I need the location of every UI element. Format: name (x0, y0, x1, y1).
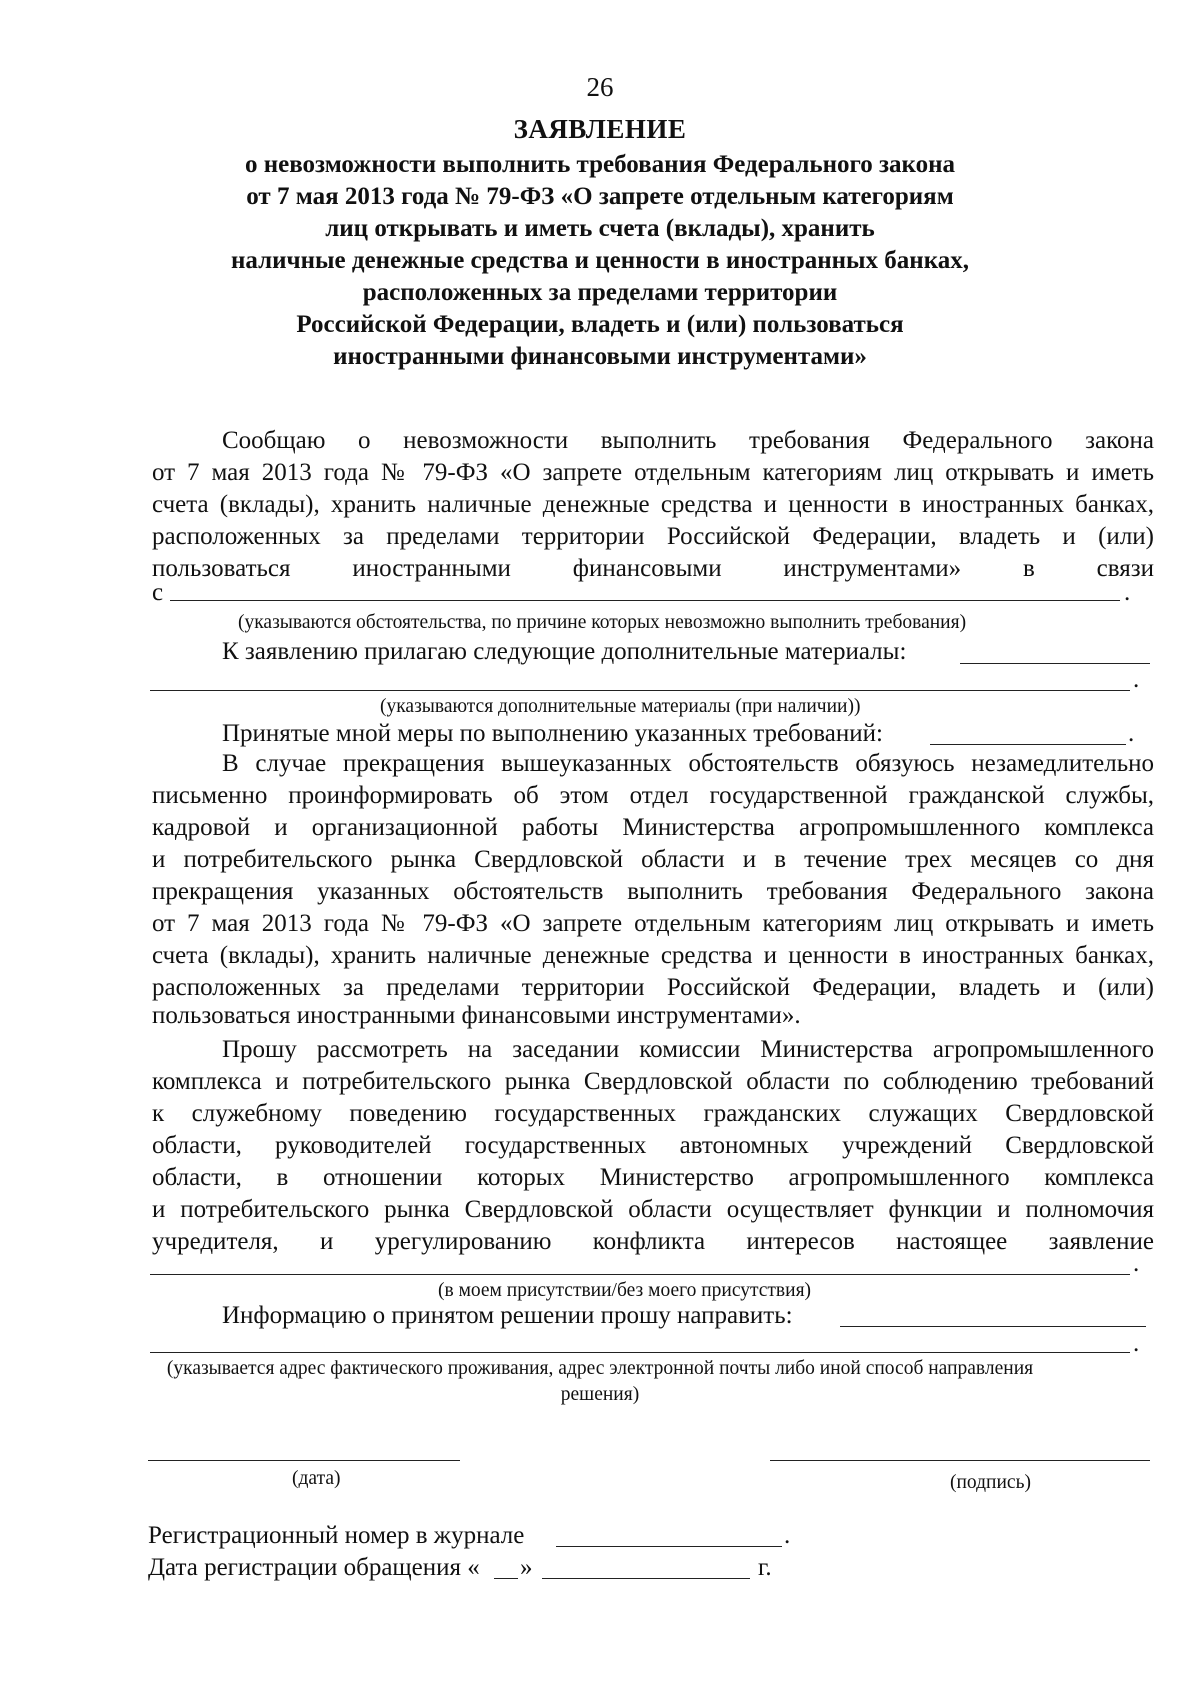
reg-date-label: Дата регистрации обращения « (148, 1554, 480, 1581)
page-number: 26 (586, 72, 614, 102)
period: . (1133, 1250, 1140, 1277)
period: . (784, 1522, 791, 1549)
subtitle-line: расположенных за пределами территории (362, 279, 838, 306)
para3-line: к служебному поведению государственных гражданских служащих Свердловской (152, 1100, 1154, 1127)
period: . (1133, 1330, 1140, 1357)
subtitle-line: иностранными финансовыми инструментами» (333, 343, 867, 370)
para2-line: письменно проинформировать об этом отдел государственной гражданской службы, (152, 782, 1154, 809)
para1-line: расположенных за пределами территории Российской Федерации, владеть и (или) (152, 523, 1154, 550)
subtitle-line: от 7 мая 2013 года № 79-ФЗ «О запрете отдельным категориям (246, 183, 954, 210)
blank-reg-number (556, 1522, 782, 1547)
para2-line: от 7 мая 2013 года № 79-ФЗ «О запрете отдельным категориям лиц открывать и иметь (152, 910, 1154, 937)
para3-line: Прошу рассмотреть на заседании комиссии Министерства агропромышленного (222, 1036, 1154, 1063)
reg-date-quote: » (520, 1554, 533, 1581)
para1-line: счета (вклады), хранить наличные денежные средства и ценности в иностранных банках, (152, 491, 1154, 518)
reg-number-label: Регистрационный номер в журнале (148, 1522, 525, 1549)
blank-date (148, 1460, 460, 1461)
blank-signature (770, 1460, 1150, 1461)
blank-measures (930, 720, 1126, 745)
para2-line: В случае прекращения вышеуказанных обстоятельств обязуюсь незамедлительно (222, 750, 1154, 777)
para1-line: пользоваться иностранными финансовыми инструментами» в связи (152, 555, 1154, 582)
period: . (1133, 666, 1140, 693)
subtitle-line: наличные денежные средства и ценности в иностранных банках, (230, 247, 969, 274)
para1-line: Сообщаю о невозможности выполнить требования Федерального закона (222, 427, 1154, 454)
blank-presence (150, 1254, 1130, 1275)
label-date: (дата) (292, 1468, 341, 1489)
para3-line: области, в отношении которых Министерство агропромышленного комплекса (152, 1164, 1154, 1191)
para2-line: прекращения указанных обстоятельств выполнить требования Федерального закона (152, 878, 1154, 905)
note-materials: (указываются дополнительные материалы (при наличии)) (380, 696, 861, 717)
subtitle-line: лиц открывать и иметь счета (вклады), хранить (325, 215, 875, 242)
note-address: решения) (560, 1384, 640, 1405)
para2-line: кадровой и организационной работы Министерства агропромышленного комплекса (152, 814, 1154, 841)
para2-line: и потребительского рынка Свердловской области и в течение трех месяцев со дня (152, 846, 1154, 873)
blank-info (840, 1304, 1146, 1327)
subtitle-line: Российской Федерации, владеть и (или) пользоваться (296, 311, 904, 338)
subtitle-line: о невозможности выполнить требования Федерального закона (244, 151, 956, 178)
blank-attach (960, 638, 1150, 664)
para3-line: и потребительского рынка Свердловской области осуществляет функции и полномочия (152, 1196, 1154, 1223)
blank-info-2 (150, 1332, 1130, 1353)
measures-line: Принятые мной меры по выполнению указанных требований: (222, 720, 883, 747)
para2-line: пользоваться иностранными финансовыми инструментами». (152, 1002, 801, 1029)
blank-circumstances (170, 580, 1120, 601)
para3-line: комплекса и потребительского рынка Свердловской области по соблюдению требований (152, 1068, 1154, 1095)
blank-attach-2 (150, 668, 1130, 691)
note-circumstances: (указываются обстоятельства, по причине которых невозможно выполнить требования) (238, 612, 967, 633)
info-line: Информацию о принятом решении прошу направить: (222, 1302, 793, 1329)
label-signature: (подпись) (950, 1472, 1031, 1493)
period: . (1124, 579, 1131, 606)
para2-line: расположенных за пределами территории Российской Федерации, владеть и (или) (152, 974, 1154, 1001)
period: . (1128, 720, 1135, 747)
reg-date-suffix: г. (758, 1554, 772, 1581)
blank-reg-month (542, 1556, 750, 1579)
para3-line: области, руководителей государственных автономных учреждений Свердловской (152, 1132, 1154, 1159)
para2-line: счета (вклады), хранить наличные денежные средства и ценности в иностранных банках, (152, 942, 1154, 969)
document-title: ЗАЯВЛЕНИЕ (513, 114, 687, 144)
para3-line: учредителя, и урегулированию конфликта интересов настоящее заявление (152, 1228, 1154, 1255)
attach-line: К заявлению прилагаю следующие дополнительные материалы: (222, 638, 907, 665)
para1-line: с (152, 579, 164, 606)
para1-line: от 7 мая 2013 года № 79-ФЗ «О запрете отдельным категориям лиц открывать и иметь (152, 459, 1154, 486)
blank-reg-day (494, 1556, 518, 1579)
note-address: (указывается адрес фактического проживания, адрес электронной почты либо иной способ направления (166, 1358, 1034, 1379)
note-presence: (в моем присутствии/без моего присутствия) (438, 1280, 812, 1301)
